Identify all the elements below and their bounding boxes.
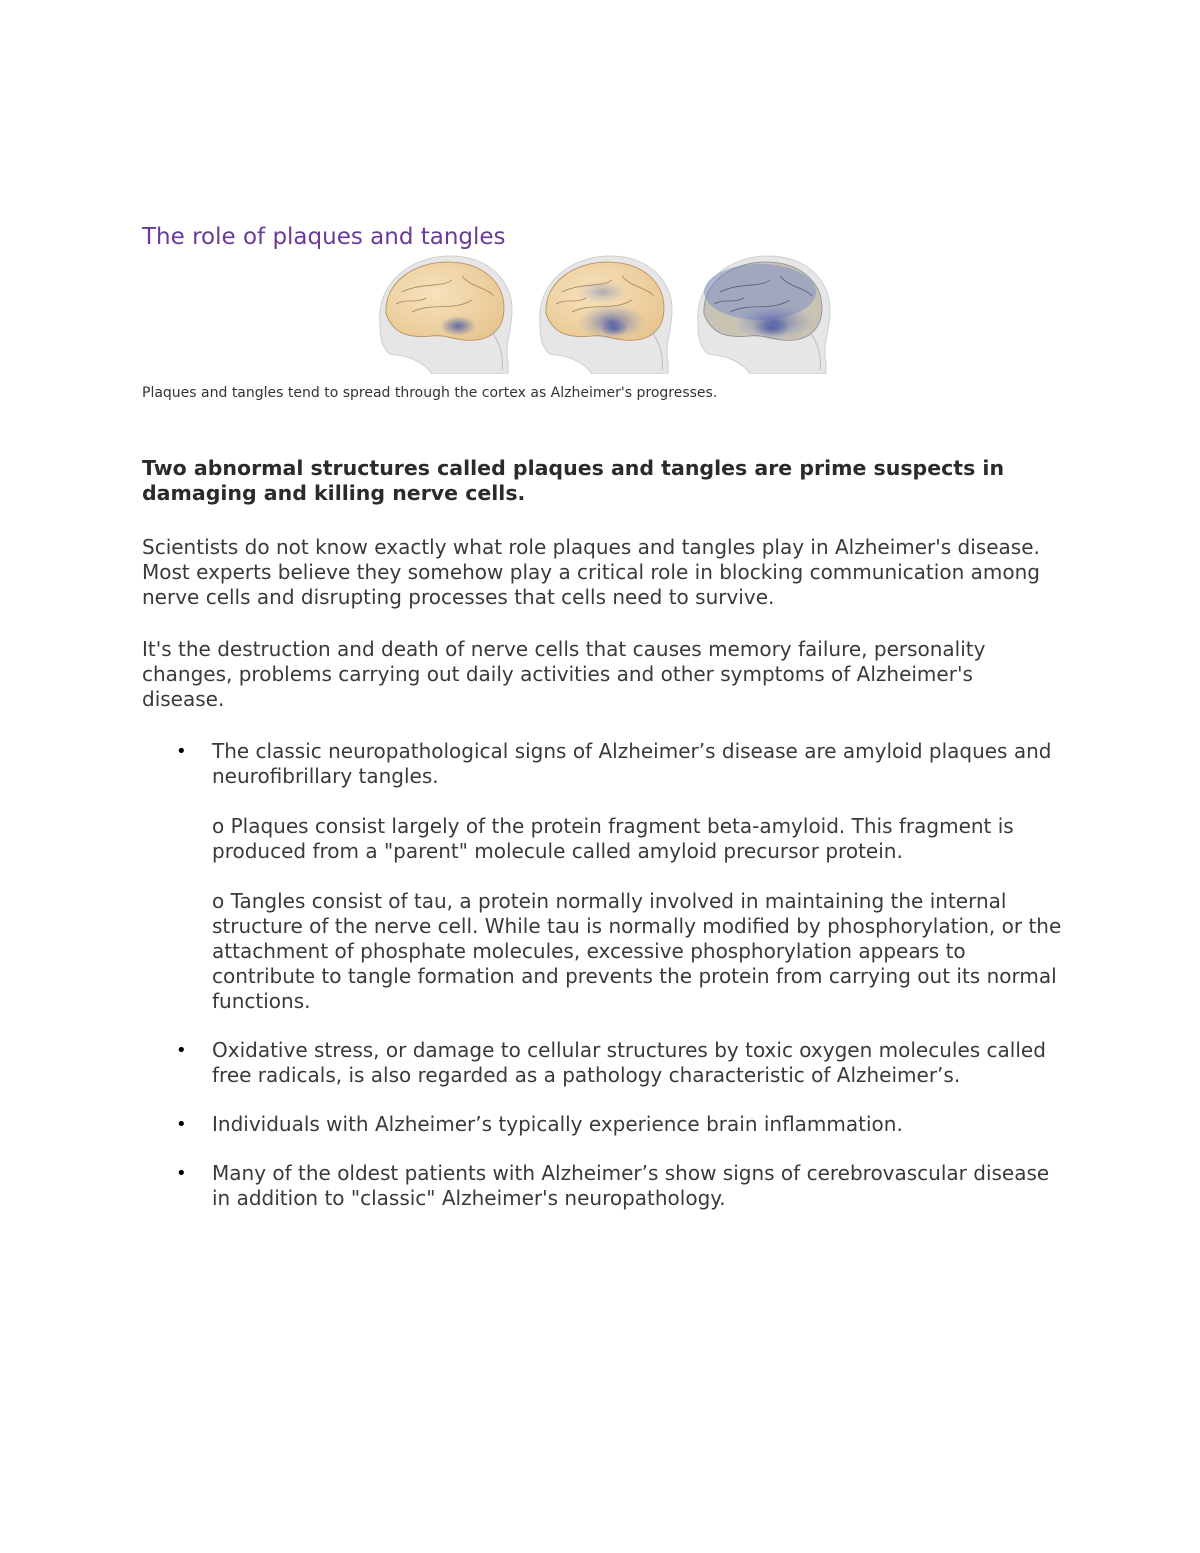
- lead-statement: Two abnormal structures called plaques and tangles are prime suspects in damaging and killing nerve cells.: [142, 456, 1005, 505]
- bullet-text: The classic neuropathological signs of Alzheimer’s disease are amyloid plaques and neurofibrillary tangles.: [212, 739, 1052, 788]
- bullet-text: Oxidative stress, or damage to cellular structures by toxic oxygen molecules called free radicals, is also regarded as a pathology characteristic of Alzheimer’s.: [212, 1038, 1046, 1087]
- page-title: The role of plaques and tangles: [142, 224, 506, 250]
- bullet-item: [142, 1038, 1072, 1112]
- brain-stage-middle: [540, 256, 672, 374]
- sub-item-tangles: o Tangles consist of tau, a protein normally involved in maintaining the internal structure of the nerve cell. While tau is normally modified by phosphorylation, or the attachment of phosphate molecules, excessive phosphorylation appears to contribute to tangle formation and prevents the protein from carrying out its normal functions.: [212, 889, 1062, 1013]
- bullet-item: [142, 1112, 1072, 1161]
- bullet-text: Individuals with Alzheimer’s typically experience brain inflammation.: [212, 1112, 903, 1136]
- brain-stage-early: [380, 256, 512, 374]
- sub-item-plaques: o Plaques consist largely of the protein fragment beta-amyloid. This fragment is produced from a "parent" molecule called amyloid precursor protein.: [212, 814, 1014, 863]
- brain-stage-late: [698, 256, 830, 374]
- bullet-list: [142, 739, 1072, 1211]
- paragraph: Scientists do not know exactly what role plaques and tangles play in Alzheimer's disease. Most experts believe they somehow play a critical role in blocking communication among nerve cells and disrupting processes that cells need to survive.: [142, 535, 1040, 609]
- brain-progression-figure: [372, 252, 832, 374]
- figure-caption: Plaques and tangles tend to spread through the cortex as Alzheimer's progresses.: [142, 385, 718, 401]
- bullet-dot-icon: •: [176, 1040, 187, 1061]
- bullet-dot-icon: •: [176, 1163, 187, 1184]
- bullet-dot-icon: •: [176, 1114, 187, 1135]
- bullet-item: [142, 739, 1072, 1038]
- bullet-text: Many of the oldest patients with Alzheimer’s show signs of cerebrovascular disease in addition to "classic" Alzheimer's neuropathology.: [212, 1161, 1050, 1210]
- paragraph: It's the destruction and death of nerve cells that causes memory failure, personality changes, problems carrying out daily activities and other symptoms of Alzheimer's disease.: [142, 637, 986, 711]
- bullet-dot-icon: •: [176, 741, 187, 762]
- bullet-item: [142, 1161, 1072, 1211]
